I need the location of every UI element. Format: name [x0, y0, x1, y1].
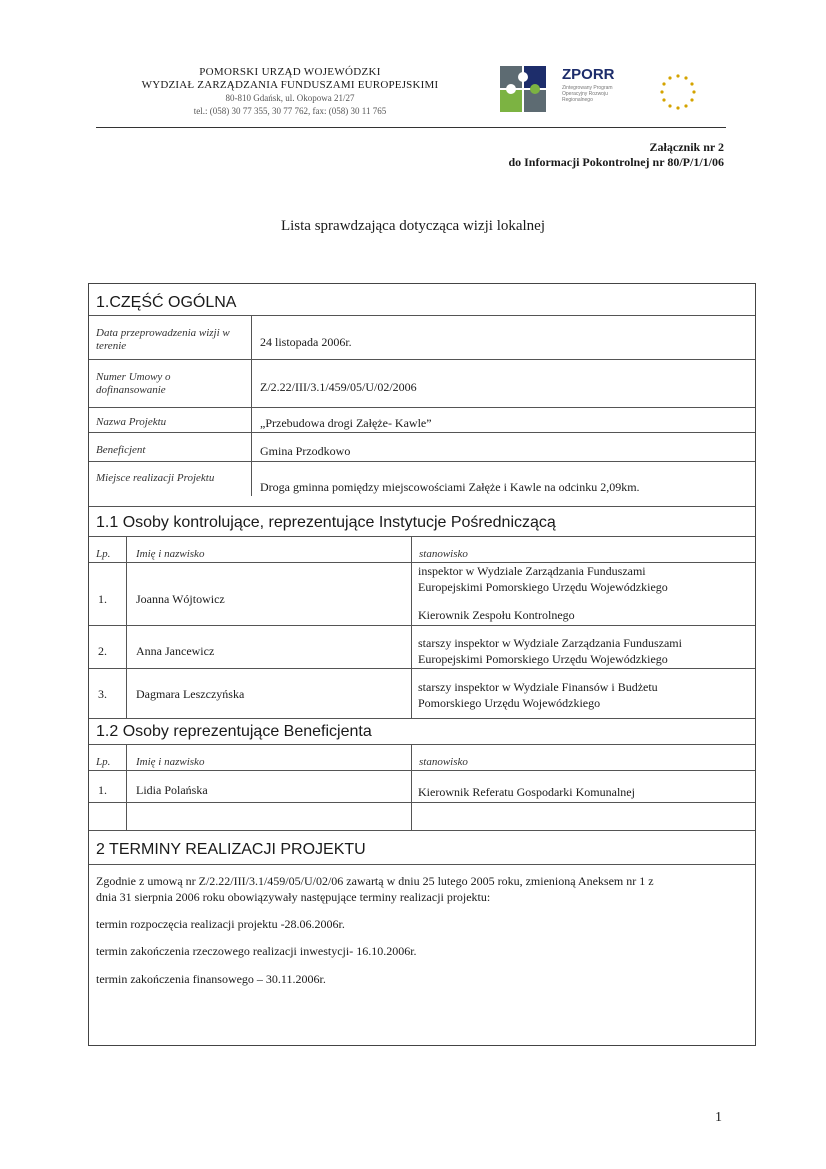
- term-material-completion: termin zakończenia rzeczowego realizacji inwestycji- 16.10.2006r.: [96, 944, 417, 958]
- value-project-name: „Przebudowa drogi Załęże- Kawle”: [260, 416, 432, 430]
- checklist-form: [88, 283, 756, 1046]
- value-project-location: Droga gminna pomiędzy miejscowościami Załęże i Kawle na odcinku 2,09km.: [260, 480, 640, 494]
- eu-stars-icon: [658, 72, 698, 112]
- label-project-name: Nazwa Projektu: [96, 416, 167, 428]
- col-name: Imię i nazwisko: [136, 548, 205, 560]
- value-inspection-date: 24 listopada 2006r.: [260, 335, 352, 349]
- zporr-logo: [500, 66, 625, 114]
- label-agreement-number: Numer Umowy o dofinansowanie: [96, 371, 171, 396]
- annex-reference: [508, 140, 724, 170]
- section11-heading: 1.1 Osoby kontrolujące, reprezentujące Instytucje Pośredniczącą: [96, 514, 556, 531]
- row-name: Anna Jancewicz: [136, 644, 215, 658]
- header-divider: [96, 127, 726, 128]
- org-address: 80-810 Gdańsk, ul. Okopowa 21/27: [225, 93, 355, 103]
- document-title: Lista sprawdzająca dotycząca wizji lokalnej: [280, 218, 546, 234]
- label-project-location: Miejsce realizacji Projektu: [96, 472, 215, 484]
- label-beneficiary: Beneficjent: [96, 444, 146, 456]
- term-start: termin rozpoczęcia realizacji projektu -28.06.2006r.: [96, 917, 345, 931]
- row-position: Kierownik Referatu Gospodarki Komunalnej: [418, 785, 635, 799]
- terms-paragraph-line1: Zgodnie z umową nr Z/2.22/III/3.1/459/05/U/02/06 zawartą w dniu 25 lutego 2005 roku, zmienioną Aneksem nr 1 z: [96, 874, 654, 888]
- term-financial-completion: termin zakończenia finansowego – 30.11.2006r.: [96, 972, 326, 986]
- row-lp: 1.: [98, 783, 107, 797]
- col-lp: Lp.: [96, 756, 111, 768]
- part1-heading: 1.CZĘŚĆ OGÓLNA: [96, 294, 237, 311]
- page-number: 1: [715, 1110, 722, 1125]
- label-inspection-date: Data przeprowadzenia wizji w terenie: [96, 327, 230, 352]
- row-name: Dagmara Leszczyńska: [136, 687, 245, 701]
- row-lp: 1.: [98, 592, 107, 606]
- row-position: Pomorskiego Urzędu Wojewódzkiego: [418, 696, 601, 710]
- logo-title: ZPORR: [562, 66, 615, 83]
- row-position: starszy inspektor w Wydziale Finansów i Budżetu: [418, 680, 658, 694]
- row-position: Europejskimi Pomorskiego Urzędu Wojewódzkiego: [418, 580, 668, 594]
- row-name: Joanna Wójtowicz: [136, 592, 225, 606]
- row-lp: 3.: [98, 687, 107, 701]
- col-name: Imię i nazwisko: [136, 756, 205, 768]
- org-contact: tel.: (058) 30 77 355, 30 77 762, fax: (058) 30 11 765: [193, 106, 387, 116]
- section2-heading: 2 TERMINY REALIZACJI PROJEKTU: [96, 841, 366, 858]
- annex-report-ref: do Informacji Pokontrolnej nr 80/P/1/1/06: [508, 155, 724, 169]
- row-position: Europejskimi Pomorskiego Urzędu Wojewódzkiego: [418, 652, 668, 666]
- annex-number: Załącznik nr 2: [649, 140, 724, 154]
- section12-heading: 1.2 Osoby reprezentujące Beneficjenta: [96, 723, 372, 740]
- org-name: POMORSKI URZĄD WOJEWÓDZKI: [199, 66, 381, 78]
- col-position: stanowisko: [419, 548, 468, 560]
- institution-header: [100, 66, 480, 118]
- terms-paragraph-line2: dnia 31 sierpnia 2006 roku obowiązywały następujące terminy realizacji projektu:: [96, 890, 491, 904]
- row-position: starszy inspektor w Wydziale Zarządzania Funduszami: [418, 636, 682, 650]
- row-position-role: Kierownik Zespołu Kontrolnego: [418, 608, 575, 622]
- value-beneficiary: Gmina Przodkowo: [260, 444, 351, 458]
- row-name: Lidia Polańska: [136, 783, 208, 797]
- puzzle-logo-icon: [500, 66, 548, 112]
- col-lp: Lp.: [96, 548, 111, 560]
- value-agreement-number: Z/2.22/III/3.1/459/05/U/02/2006: [260, 380, 417, 394]
- row-position: inspektor w Wydziale Zarządzania Funduszami: [418, 564, 646, 578]
- org-department: WYDZIAŁ ZARZĄDZANIA FUNDUSZAMI EUROPEJSKIMI: [141, 79, 439, 91]
- logo-subtitle: Zintegrowany Program Operacyjny Rozwoju Regionalnego: [562, 85, 613, 103]
- col-position: stanowisko: [419, 756, 468, 768]
- row-lp: 2.: [98, 644, 107, 658]
